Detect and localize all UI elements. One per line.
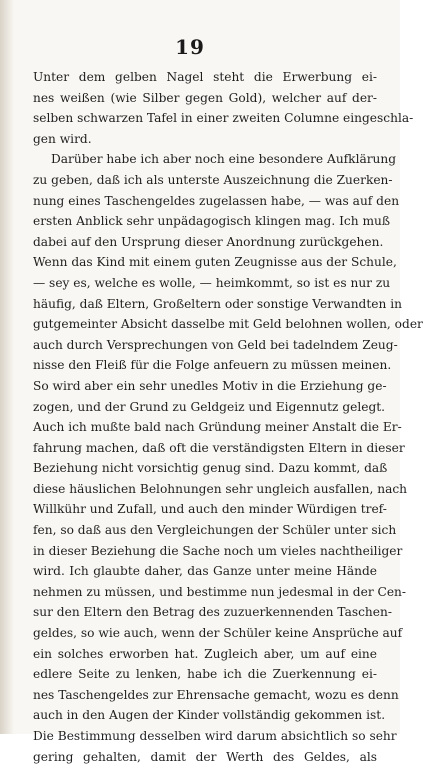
text-line: nisse den Fleiß für die Folge anfeuern zu müssen meinen. (33, 358, 392, 373)
text-line: nes weißen (wie Silber gegen Gold), welcher auf der- (33, 90, 377, 105)
text-line: zu geben, daß ich als unterste Auszeichnung die Zuerken- (33, 172, 393, 187)
body-text (33, 67, 423, 767)
text-line: Wenn das Kind mit einem guten Zeugnisse aus der Schule, (33, 255, 397, 270)
text-line: Darüber habe ich aber noch eine besondere Aufklärung (51, 152, 397, 167)
page-gutter-shadow (0, 0, 14, 734)
text-line: Auch ich mußte bald nach Gründung meiner Anstalt die Er- (33, 420, 402, 435)
text-line: Beziehung nicht vorsichtig genug sind. Dazu kommt, daß (33, 461, 388, 476)
text-line: auch durch Versprechungen von Geld bei tadelndem Zeug- (33, 337, 398, 352)
text-line: gen wird. (33, 131, 92, 146)
text-line: ein solches erworben hat. Zugleich aber, um auf eine (33, 646, 377, 661)
text-line: Die Bestimmung desselben wird darum absichtlich so sehr (33, 729, 397, 743)
text-line: Willkühr und Zufall, und auch den minder Würdigen tref- (33, 502, 387, 517)
text-line: ersten Anblick sehr unpädagogisch klingen mag. Ich muß (33, 214, 391, 229)
text-line: wird. Ich glaubte daher, das Ganze unter meine Hände (33, 564, 377, 579)
text-line: gutgemeinter Absicht dasselbe mit Geld belohnen wollen, oder (33, 317, 423, 332)
text-line: So wird aber ein sehr unedles Motiv in die Erziehung ge- (33, 378, 387, 393)
text-line: in dieser Beziehung die Sache noch um vieles nachtheiliger (33, 543, 403, 558)
text-line: zogen, und der Grund zu Geldgeiz und Eigennutz gelegt. (33, 399, 386, 414)
text-line: sur den Eltern den Betrag des zuzuerkennenden Taschen- (33, 605, 392, 620)
text-line: fahrung machen, daß oft die verständigsten Eltern in dieser (33, 440, 405, 455)
text-line: auch in den Augen der Kinder vollständig gekommen ist. (33, 708, 386, 723)
text-line: fen, so daß aus den Vergleichungen der Schüler unter sich (33, 523, 397, 538)
text-line: nung eines Taschengeldes zugelassen habe, — was auf den (33, 193, 400, 208)
text-line: edlere Seite zu lenken, habe ich die Zuerkennung ei- (33, 667, 377, 682)
text-line: selben schwarzen Tafel in einer zweiten Columne eingeschla- (33, 111, 414, 126)
text-line: — sey es, welche es wolle, — heimkommt, so ist es nur zu (33, 275, 391, 290)
text-line: häufig, daß Eltern, Großeltern oder sonstige Verwandten in (33, 296, 402, 311)
text-line: Unter dem gelben Nagel steht die Erwerbung ei- (33, 70, 377, 84)
text-line: geldes, so wie auch, wenn der Schüler keine Ansprüche auf (33, 626, 403, 641)
page-number: 19 (175, 35, 205, 59)
text-line: dabei auf den Ursprung dieser Anordnung zurückgehen. (33, 234, 384, 249)
text-line: diese häuslichen Belohnungen sehr ungleich ausfallen, nach (33, 481, 408, 496)
text-line: gering gehalten, damit der Werth des Geldes, als (33, 749, 377, 764)
text-line: nehmen zu müssen, und bestimme nun jedesmal in der Cen- (33, 584, 407, 599)
text-line: nes Taschengeldes zur Ehrensache gemacht, wozu es denn (33, 687, 399, 702)
